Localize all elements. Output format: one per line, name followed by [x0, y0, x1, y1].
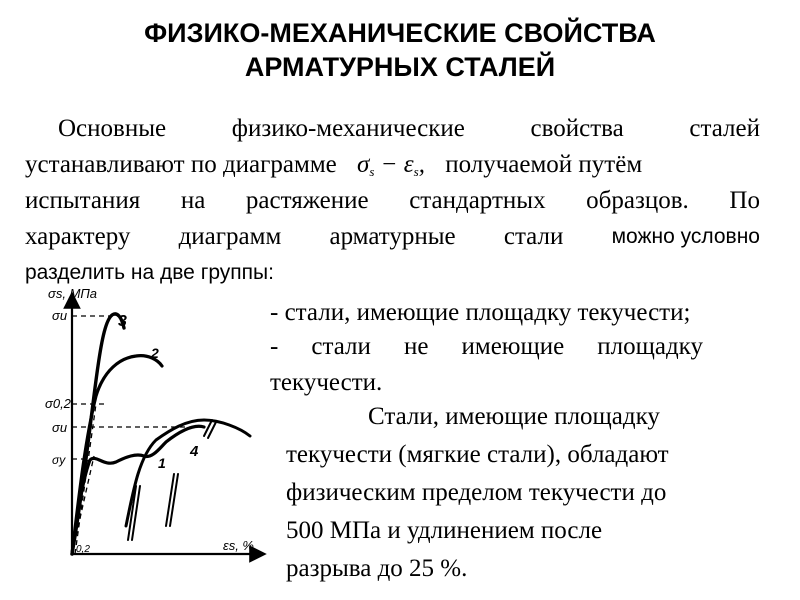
curves — [72, 314, 250, 554]
title-line-2: АРМАТУРНЫХ СТАЛЕЙ — [244, 52, 556, 82]
word: испытания — [25, 187, 141, 214]
intro-line-5: разделить на две группы: — [25, 261, 274, 284]
word: стандартных — [409, 187, 546, 214]
y-label-sigma-u: σu — [52, 420, 68, 435]
x-tick-label: 0,2 — [76, 544, 90, 555]
intro-text-sans: можно условно — [611, 225, 760, 248]
intro-line-3 — [25, 186, 760, 216]
word: на — [180, 187, 206, 214]
stress-strain-diagram — [18, 286, 270, 596]
subscript: s — [413, 164, 419, 179]
y-label-sigma-u-top: σu — [52, 308, 68, 323]
word: диаграмм — [178, 223, 282, 250]
word: образцов. — [586, 187, 689, 214]
minus-sign: − — [374, 151, 404, 178]
intro-text: получаемой путём — [445, 151, 643, 178]
word: сталей — [689, 115, 760, 142]
epsilon-symbol: ε — [403, 151, 414, 178]
intro-line-2 — [25, 150, 785, 187]
intro-line-1 — [58, 114, 760, 144]
word: площадку — [597, 333, 703, 360]
sigma-symbol: σ — [356, 151, 370, 178]
description-line-3: физическим пределом текучести до — [286, 479, 667, 506]
group-item-no-plateau-cont: текучести. — [270, 369, 383, 396]
curve-label-2: 2 — [151, 345, 159, 361]
word: свойства — [530, 115, 624, 142]
word: не — [403, 333, 429, 360]
intro-line-4 — [25, 222, 760, 252]
word: растяжение — [245, 187, 369, 214]
intro-text: устанавливают по диаграмме — [25, 151, 337, 178]
x-axis-label: εs, % — [223, 538, 254, 553]
unload-reload-2 — [166, 474, 178, 526]
word: - — [270, 333, 279, 360]
description-line-1: Стали, имеющие площадку — [368, 403, 660, 430]
word: имеющие — [461, 333, 565, 360]
group-item-yield-plateau: - стали, имеющие площадку текучести; — [270, 299, 691, 326]
curve-1 — [72, 426, 204, 554]
word: стали — [311, 333, 371, 360]
description-line-2: текучести (мягкие стали), обладают — [286, 441, 669, 468]
word: физико-механические — [231, 115, 465, 142]
title-line-1: ФИЗИКО-МЕХАНИЧЕСКИЕ СВОЙСТВА — [144, 18, 656, 48]
curve-label-1: 1 — [158, 455, 166, 471]
subscript: s — [369, 164, 375, 179]
word: арматурные — [329, 223, 456, 250]
y-axis-label: σs, МПа — [48, 286, 98, 301]
word: стали — [503, 223, 564, 250]
word: Основные — [58, 115, 167, 142]
word: характеру — [25, 223, 131, 250]
unload-reload-3 — [204, 420, 216, 438]
curve-label-4: 4 — [190, 443, 199, 460]
comma: , — [418, 151, 425, 178]
word: По — [729, 187, 760, 214]
sigma-epsilon-formula — [357, 151, 431, 178]
page-title — [0, 16, 800, 84]
y-label-sigma-y: σy — [52, 453, 66, 467]
description-line-4: 500 МПа и удлинением после — [286, 517, 603, 544]
group-item-no-plateau — [270, 332, 703, 362]
y-label-sigma-02: σ0,2 — [45, 396, 71, 411]
description-line-5: разрыва до 25 %. — [286, 555, 468, 582]
curve-4 — [126, 420, 250, 526]
curve-label-3: 3 — [118, 313, 127, 330]
